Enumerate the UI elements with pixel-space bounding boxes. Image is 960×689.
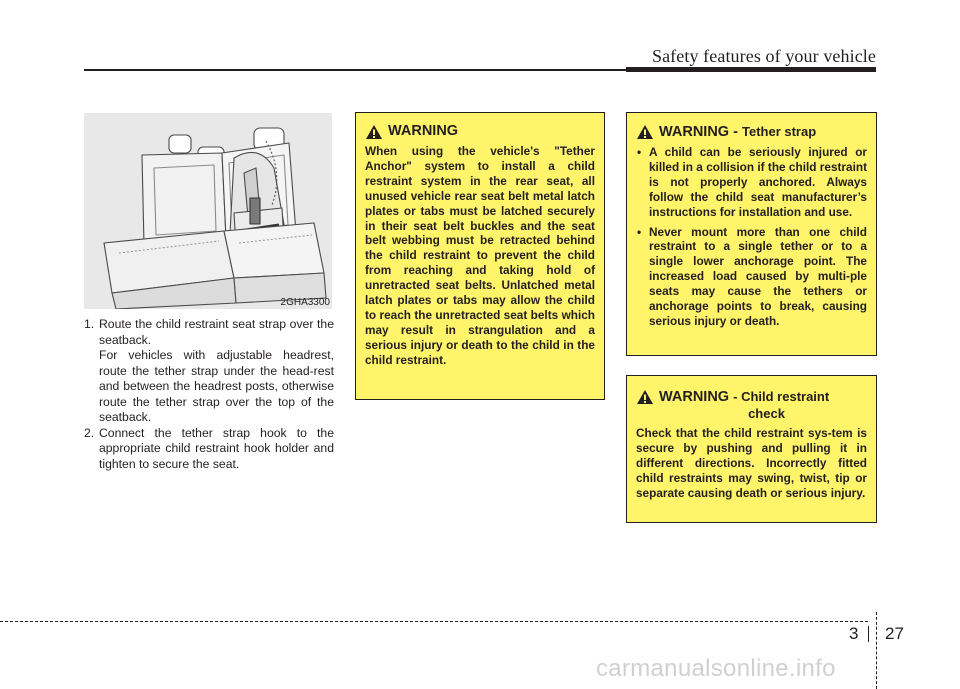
- list-item: • A child can be seriously injured or killed in a collision if the child restraint is not properly anchored. Always follow the child seat manufacturer’s instructions for installation and use.: [636, 145, 867, 220]
- warning-subtitle: Tether strap: [741, 124, 817, 139]
- warning-title: [659, 388, 829, 406]
- warning-box-main: [355, 112, 605, 400]
- page-separator: [868, 626, 869, 642]
- warning-title: [659, 123, 816, 141]
- warning-triangle-icon: [636, 389, 654, 405]
- warning-triangle-icon: [365, 124, 383, 140]
- step-number: 1.: [84, 317, 95, 331]
- instruction-steps: [84, 317, 334, 472]
- warning-header: [365, 113, 595, 140]
- step-note: For vehicles with adjustable headrest, route the tether strap under the head-rest and between the headrest posts, otherwise route the tether strap over the top of the seatback.: [99, 348, 334, 424]
- warning-body: Check that the child restraint sys-tem is secure by pushing and pulling it in different directions. Incorrectly fitted child restraints may swing, twist, tip or separate causing death or serious injury.: [636, 426, 867, 500]
- step-1: [84, 317, 334, 348]
- figure-code: 2GHA3300: [280, 297, 330, 308]
- footer-rule: [0, 621, 868, 622]
- step-2: [84, 426, 334, 473]
- warning-box-check: [626, 375, 877, 523]
- watermark: carmanualsonline.info: [596, 655, 836, 682]
- warning-header: [636, 376, 867, 406]
- warning-title-text: WARNING: [659, 124, 730, 140]
- warning-bullets: [636, 145, 867, 329]
- step-text: Connect the tether strap hook to the appropriate child restraint hook holder and tighten to secure the seat.: [99, 425, 334, 471]
- warning-title-text: WARNING: [659, 389, 730, 405]
- warning-subtitle-line2: check: [748, 406, 785, 421]
- footer-vertical-rule: [876, 612, 877, 689]
- warning-subtitle: - Child restraint: [733, 389, 830, 404]
- warning-title: WARNING: [388, 123, 459, 139]
- rear-seat-child-restraint-illustration: [84, 113, 332, 309]
- warning-body: When using the vehicle's "Tether Anchor" system to install a child restraint system in the rear seat, all unused vehicle rear seat belt metal latch plates or tabs must be latched securely in their seat belt buckles and the seat belt webbing must be retracted behind the child restraint to prevent the child from reaching and taking hold of unretracted seat belts. Unlatched metal latch plates or tabs may allow the child to reach the unretracted seat belts which may result in strangulation and a serious injury or death to the child in the child restraint.: [365, 144, 595, 367]
- list-item: • Never mount more than one child restraint to a single tether or to a single lower anchorage point. The increased load caused by multi-ple seats may cause the tethers or anchorage points to break, causing serious injury or death.: [636, 225, 867, 329]
- chapter-number: 3: [849, 624, 859, 643]
- header-rule-accent: [626, 67, 876, 72]
- warning-box-tether: [626, 112, 877, 356]
- seat-illustration: [84, 113, 332, 309]
- page-number: 27: [885, 624, 904, 643]
- step-text: Route the child restraint seat strap over the seatback.: [99, 317, 334, 347]
- warning-header: [636, 113, 867, 141]
- warning-triangle-icon: [636, 124, 654, 140]
- step-number: 2.: [84, 425, 95, 440]
- warning-title-dash: -: [729, 124, 742, 140]
- section-title: Safety features of your vehicle: [651, 46, 876, 66]
